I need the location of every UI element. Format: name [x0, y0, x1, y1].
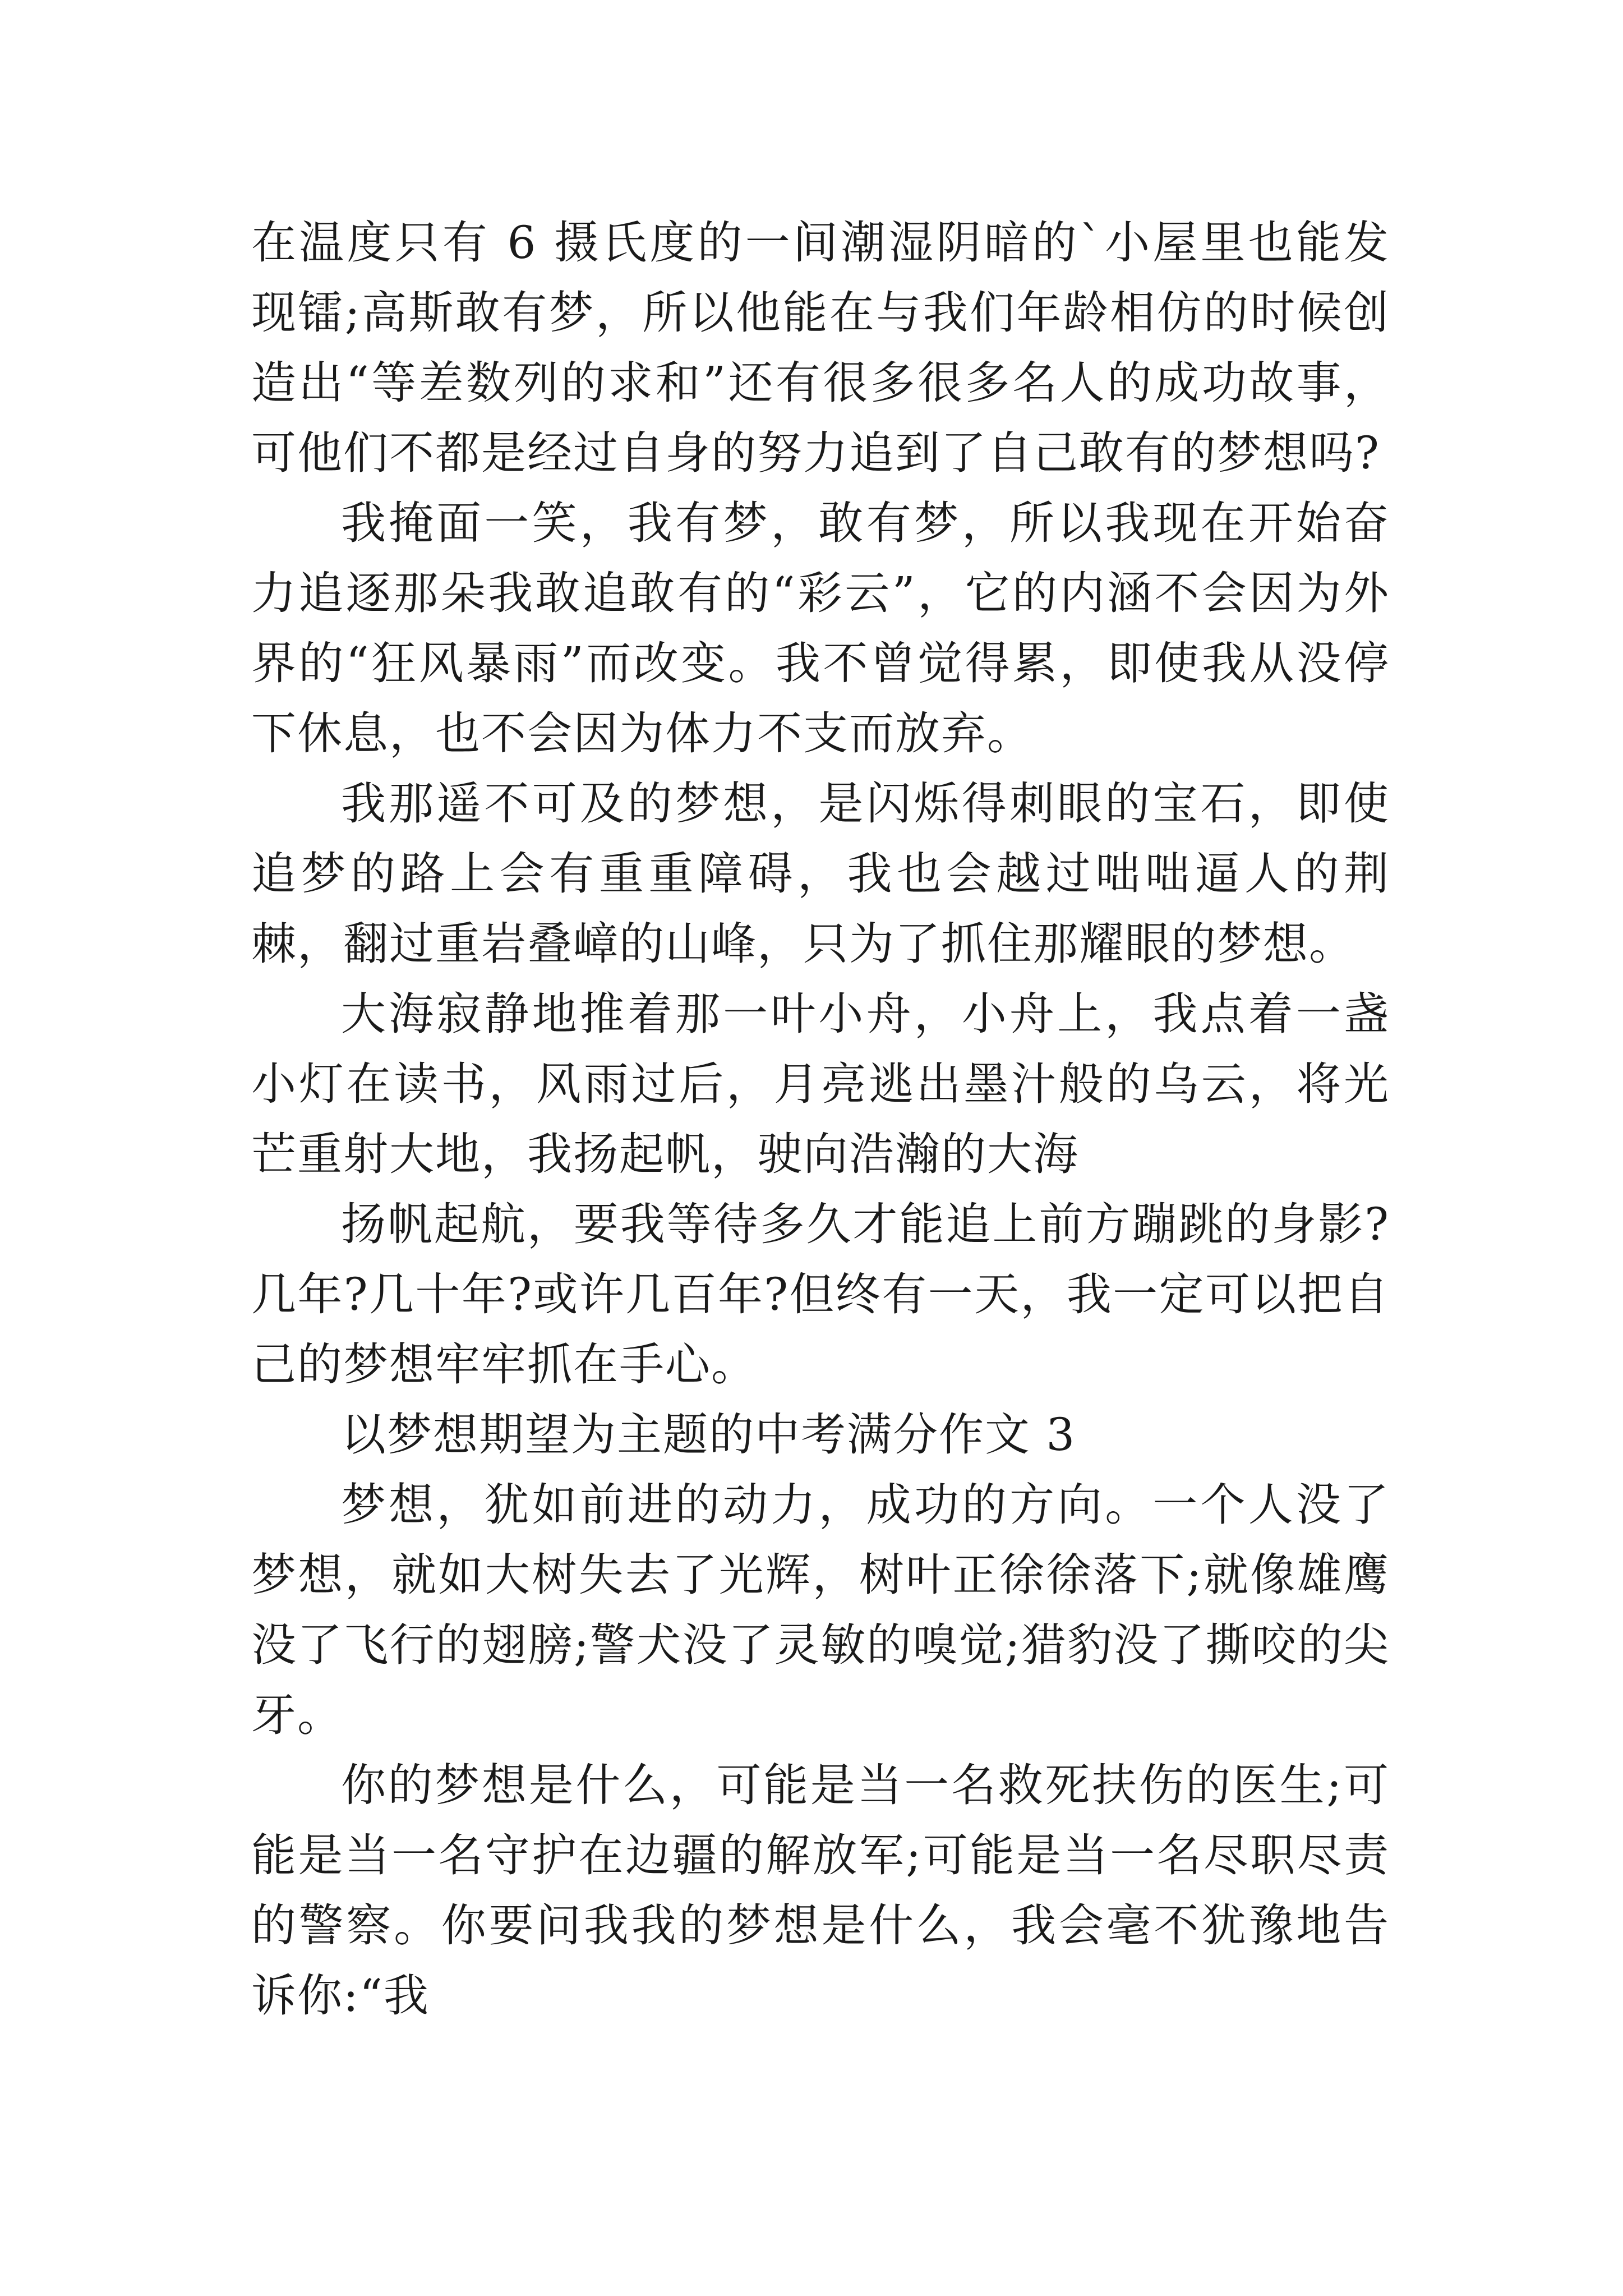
paragraph: 扬帆起航，要我等待多久才能追上前方蹦跳的身影?几年?几十年?或许几百年?但终有一天，我一定可以把自己的梦想牢牢抓在手心。: [251, 1198, 1390, 1391]
paragraph: 我掩面一笑，我有梦，敢有梦，所以我现在开始奋力追逐那朵我敢追敢有的“彩云”，它的内涵不会因为外界的“狂风暴雨”而改变。我不曾觉得累，即使我从没停下休息，也不会因为体力不支而放弃。: [251, 497, 1390, 760]
paragraph-continuation: 在温度只有 6 摄氏度的一间潮湿阴暗的`小屋里也能发现镭;高斯敢有梦，所以他能在与我们年龄相仿的时候创造出“等差数列的求和”还有很多很多名人的成功故事，可他们不都是经过自身的努力追到了自己敢有的梦想吗?: [251, 217, 1390, 479]
paragraph: 大海寂静地推着那一叶小舟，小舟上，我点着一盏小灯在读书，风雨过后，月亮逃出墨汁般的乌云，将光芒重射大地，我扬起帆，驶向浩瀚的大海: [251, 988, 1390, 1180]
section-heading: 以梦想期望为主题的中考满分作文 3: [341, 1409, 1076, 1461]
paragraph: 梦想，犹如前进的动力，成功的方向。一个人没了梦想，就如大树失去了光辉，树叶正徐徐落下;就像雄鹰没了飞行的翅膀;警犬没了灵敏的嗅觉;猎豹没了撕咬的尖牙。: [251, 1479, 1390, 1741]
document-body: [251, 208, 1390, 2031]
paragraph: 你的梦想是什么，可能是当一名救死扶伤的医生;可能是当一名守护在边疆的解放军;可能是当一名尽职尽责的警察。你要问我我的梦想是什么，我会毫不犹豫地告诉你:“我: [251, 1759, 1390, 2022]
paragraph: 我那遥不可及的梦想，是闪烁得刺眼的宝石，即使追梦的路上会有重重障碍，我也会越过咄咄逼人的荆棘，翻过重岩叠嶂的山峰，只为了抓住那耀眼的梦想。: [251, 777, 1390, 970]
